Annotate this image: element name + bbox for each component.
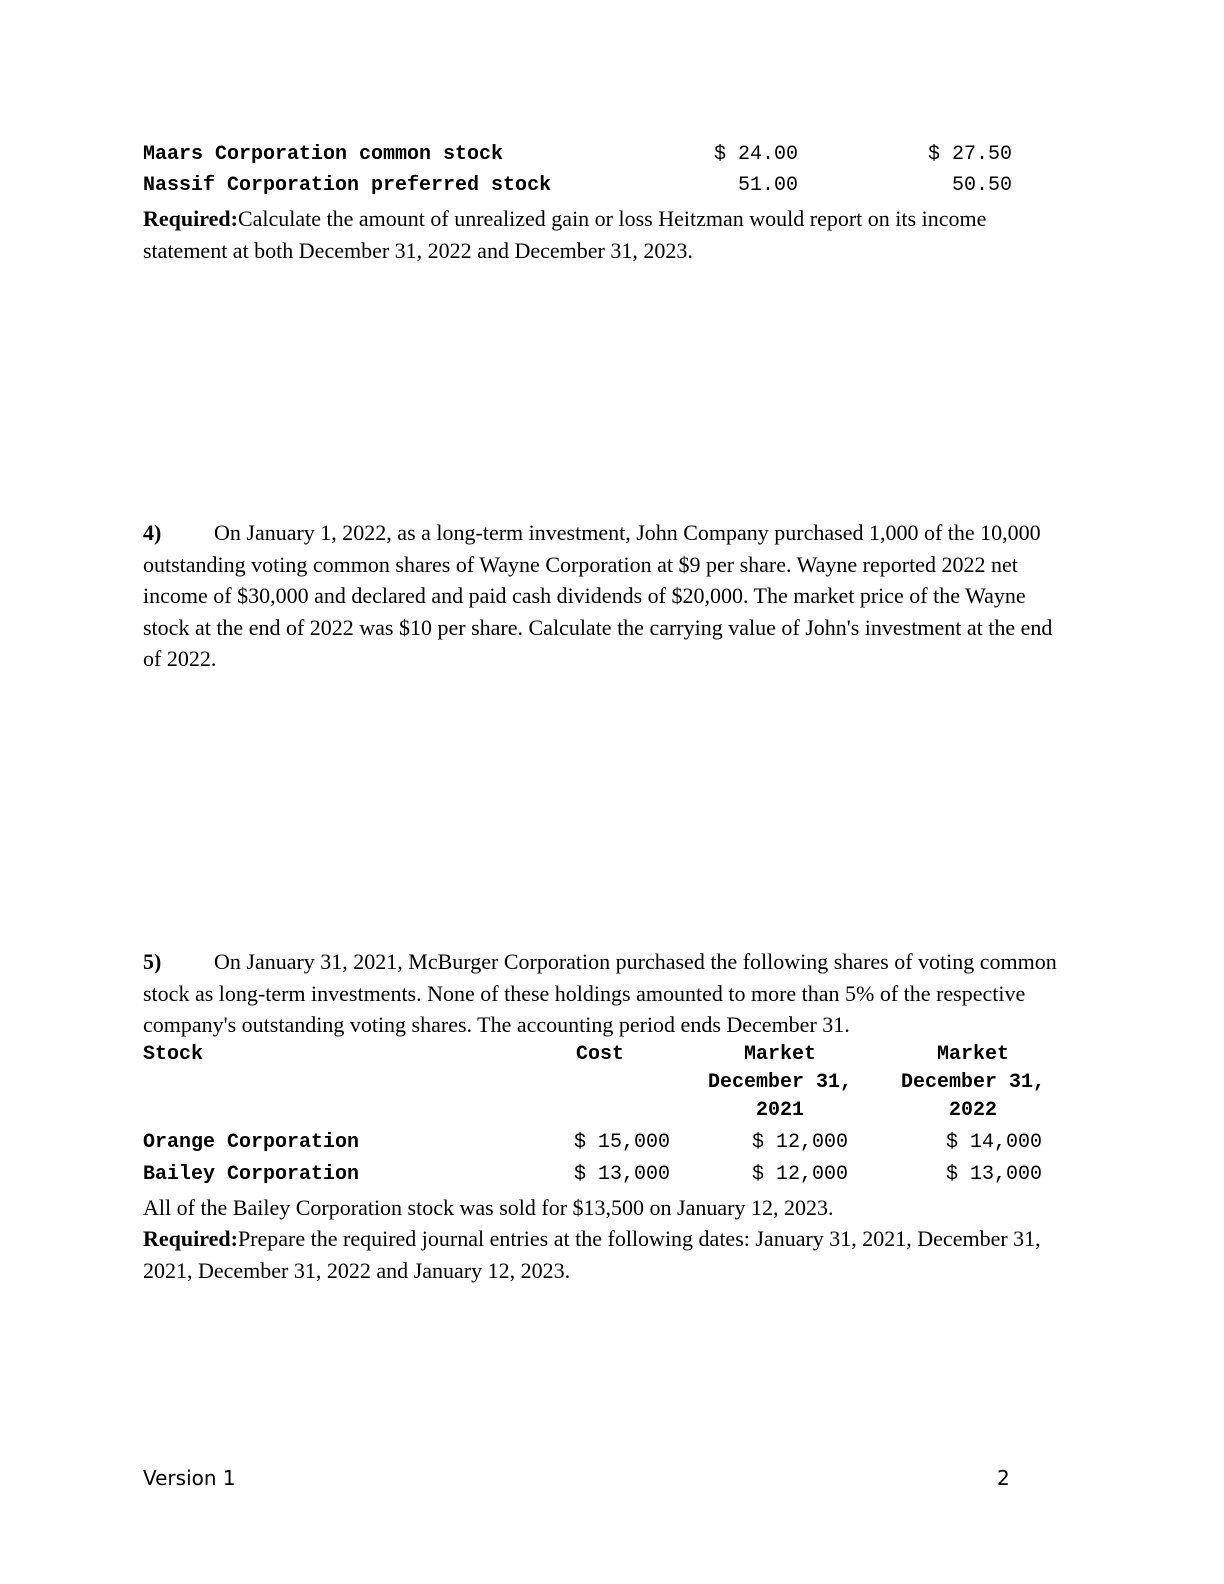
header-market-2022: Market xyxy=(936,1043,1009,1066)
question-text: On January 1, 2022, as a long-term investment, John Company purchased 1,000 of the 10,000 outstanding voting common shares of Wayne Corporation at $9 per share. Wayne reported 2022 net income of $30,000 and declared and paid cash dividends of $20,000. The market price of the Wayne stock at the end of 2022 was $10 per share. Calculate the carrying value of John's investment at the end of 2022. xyxy=(143,520,1053,671)
footer-page-number: 2 xyxy=(997,1466,1010,1490)
question-4 xyxy=(143,517,1063,675)
q5-table-header xyxy=(0,1097,1224,1125)
q5-row-market-2021: $ 12,000 xyxy=(751,1163,848,1186)
header-market-2021: Market xyxy=(743,1043,816,1066)
required-label: Required: xyxy=(143,1226,238,1251)
q3-table-row xyxy=(0,141,1224,169)
q3-row-value-2: $ 27.50 xyxy=(927,143,1012,166)
footer-version: Version 1 xyxy=(143,1466,236,1490)
q5-note: All of the Bailey Corporation stock was sold for $13,500 on January 12, 2023. xyxy=(143,1195,834,1220)
q5-required xyxy=(143,1223,1063,1286)
q3-row-name: Maars Corporation common stock xyxy=(143,143,504,166)
q5-row-market-2022: $ 14,000 xyxy=(945,1131,1042,1154)
q5-row-name: Bailey Corporation xyxy=(143,1163,360,1186)
question-number: 4) xyxy=(143,520,162,545)
q3-row-value-1: $ 24.00 xyxy=(713,143,798,166)
required-text: Prepare the required journal entries at the following dates: January 31, 2021, December 31, 2021, December 31, 2022 and January 12, 2023. xyxy=(143,1226,1041,1283)
header-stock: Stock xyxy=(143,1043,204,1066)
q3-row-value-2: 50.50 xyxy=(951,174,1012,197)
question-text: On January 31, 2021, McBurger Corporation purchased the following shares of voting common stock as long-term investments. None of these holdings amounted to more than 5% of the respective company's outstanding voting shares. The accounting period ends December 31. xyxy=(143,949,1057,1037)
header-year-2022: 2022 xyxy=(948,1099,997,1122)
q5-row-market-2022: $ 13,000 xyxy=(945,1163,1042,1186)
header-year-2021: 2021 xyxy=(755,1099,804,1122)
q3-required xyxy=(143,203,1063,266)
header-cost: Cost xyxy=(576,1043,625,1066)
q3-row-name: Nassif Corporation preferred stock xyxy=(143,174,552,197)
required-text: Calculate the amount of unrealized gain or loss Heitzman would report on its income statement at both December 31, 2022 and December 31, 2023. xyxy=(143,206,987,263)
q5-table-header xyxy=(0,1069,1224,1097)
q5-row-cost: $ 15,000 xyxy=(573,1131,670,1154)
question-number: 5) xyxy=(143,949,162,974)
q5-table-header xyxy=(0,1041,1224,1069)
q3-row-value-1: 51.00 xyxy=(737,174,798,197)
q3-table-row xyxy=(0,172,1224,200)
q5-table-row xyxy=(0,1161,1224,1189)
q5-row-cost: $ 13,000 xyxy=(573,1163,670,1186)
required-label: Required: xyxy=(143,206,238,231)
q5-table-row xyxy=(0,1129,1224,1157)
header-date-2021: December 31, xyxy=(707,1071,853,1094)
question-5 xyxy=(143,946,1063,1041)
header-date-2022: December 31, xyxy=(900,1071,1046,1094)
q5-row-name: Orange Corporation xyxy=(143,1131,360,1154)
q5-row-market-2021: $ 12,000 xyxy=(751,1131,848,1154)
